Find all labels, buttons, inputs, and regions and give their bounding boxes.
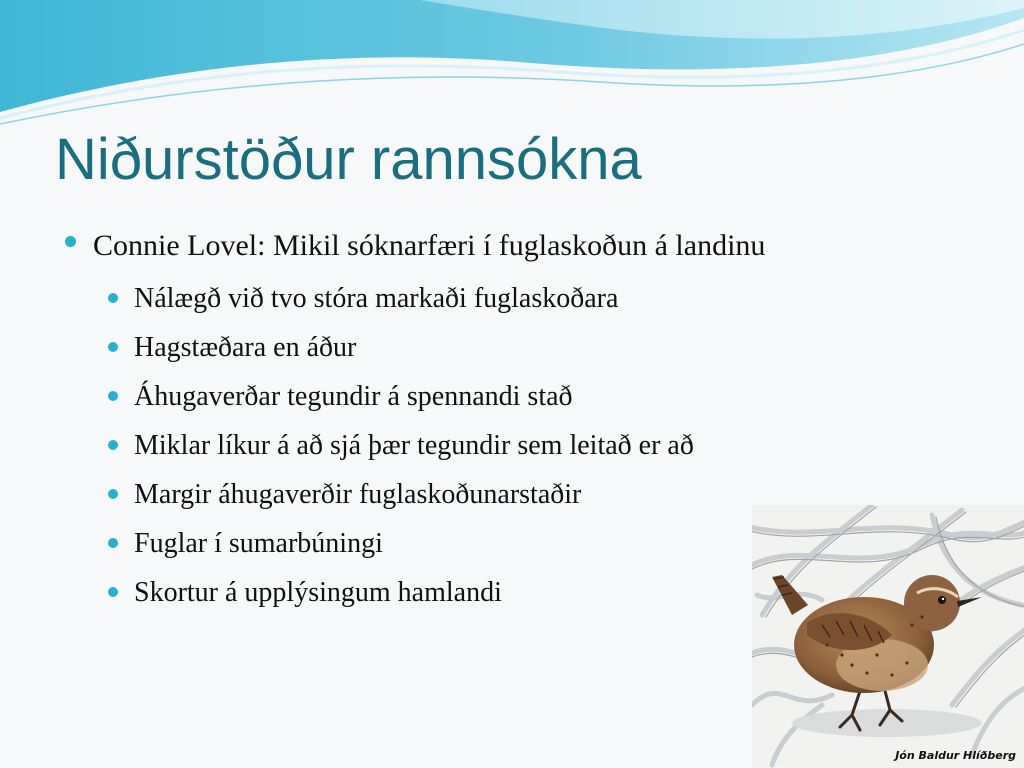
bullet-dot-icon bbox=[65, 236, 76, 247]
sub-bullet-item bbox=[93, 421, 880, 470]
bullet-dot-icon bbox=[108, 489, 118, 499]
wren-illustration bbox=[752, 505, 1024, 768]
sub-bullet-text: Margir áhugaverðir fuglaskoðunarstaðir bbox=[134, 479, 582, 510]
sub-bullet-item bbox=[93, 323, 880, 372]
sub-bullet-item bbox=[93, 372, 880, 421]
sub-bullet-text: Fuglar í sumarbúningi bbox=[134, 528, 383, 559]
illustrator-signature: Jón Baldur Hlíðberg bbox=[895, 749, 1016, 762]
bullet-dot-icon bbox=[108, 440, 118, 450]
bullet-dot-icon bbox=[108, 293, 118, 303]
sub-bullet-text: Áhugaverðar tegundir á spennandi stað bbox=[134, 381, 573, 412]
bullet-dot-icon bbox=[108, 391, 118, 401]
sub-bullet-text: Miklar líkur á að sjá þær tegundir sem leitað er að bbox=[134, 430, 694, 461]
bullet-dot-icon bbox=[108, 538, 118, 548]
sub-bullet-text: Nálægð við tvo stóra markaði fuglaskoðara bbox=[134, 283, 619, 314]
slide-title: Niðurstöður rannsókna bbox=[55, 127, 642, 192]
sub-bullet-text: Skortur á upplýsingum hamlandi bbox=[134, 577, 502, 608]
header-wave-decoration bbox=[0, 0, 1024, 130]
bullet-text: Connie Lovel: Mikil sóknarfæri í fuglaskoðun á landinu bbox=[93, 229, 766, 262]
bullet-dot-icon bbox=[108, 342, 118, 352]
sub-bullet-text: Hagstæðara en áður bbox=[134, 332, 357, 363]
bullet-dot-icon bbox=[108, 587, 118, 597]
sub-bullet-item bbox=[93, 274, 880, 323]
wren-drawing bbox=[752, 505, 1024, 768]
